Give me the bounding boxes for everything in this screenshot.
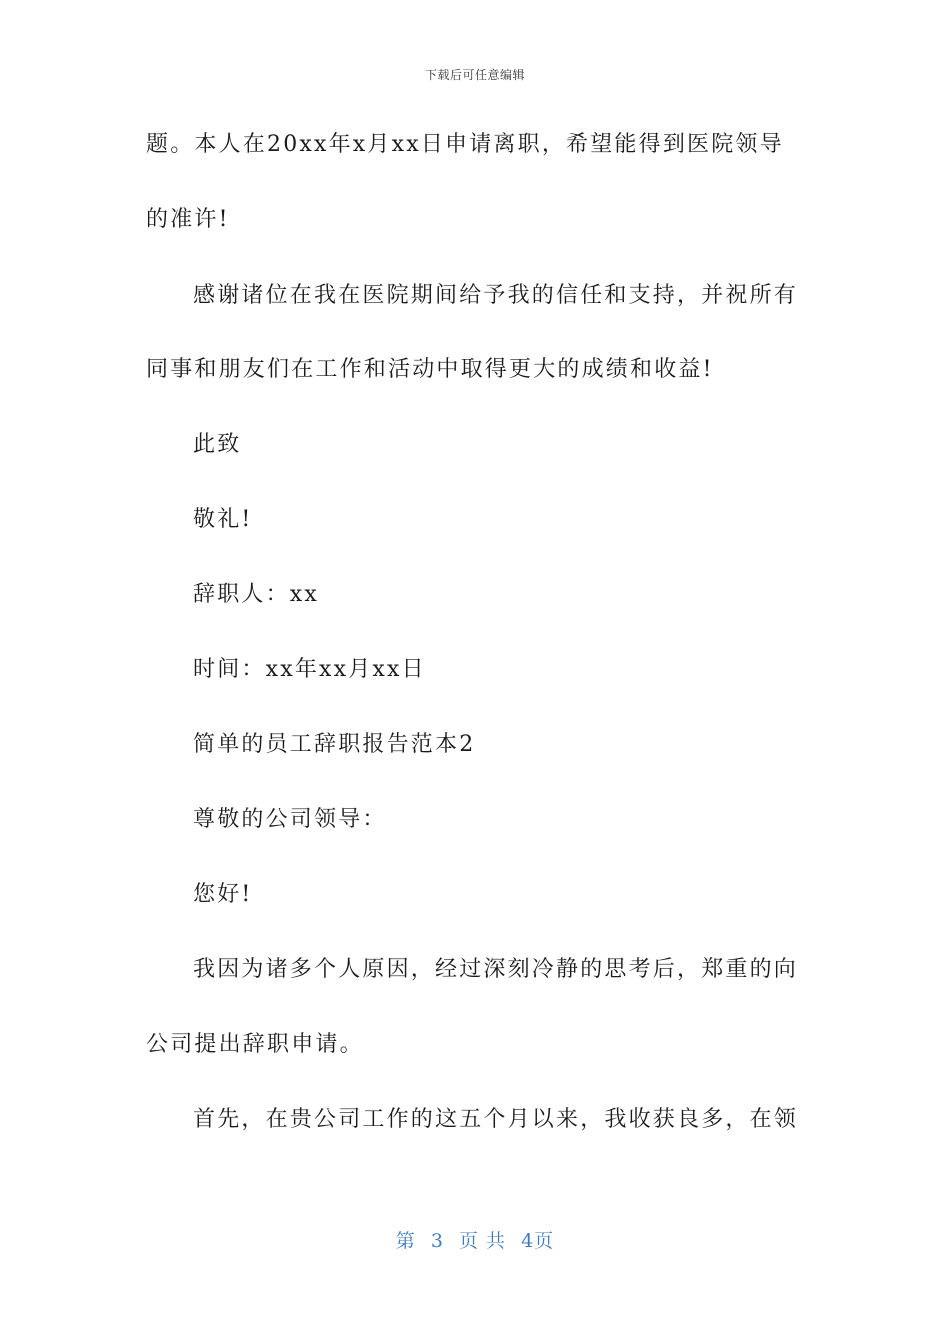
text-line: 首先，在贵公司工作的这五个月以来，我收获良多，在领 [193, 1107, 799, 1132]
text-line: 题。本人在20xx年x月xx日申请离职，希望能得到医院领导 [146, 132, 784, 157]
text-line: 同事和朋友们在工作和活动中取得更大的成绩和收益! [146, 357, 714, 382]
text-line: 感谢诸位在我在医院期间给予我的信任和支持，并祝所有 [193, 283, 799, 308]
text-line: 我因为诸多个人原因，经过深刻冷静的思考后，郑重的向 [193, 957, 799, 982]
text-line: 的准许! [146, 207, 230, 232]
text-line: 辞职人：xx [193, 582, 320, 607]
text-line: 公司提出辞职申请。 [146, 1032, 364, 1057]
text-line: 时间：xx年xx月xx日 [193, 657, 426, 682]
salutation: 尊敬的公司领导： [193, 807, 387, 832]
page-number-footer [0, 1226, 950, 1253]
text-line: 敬礼! [193, 507, 253, 532]
section-heading: 简单的员工辞职报告范本2 [193, 732, 476, 757]
footer-prefix: 第 [395, 1230, 416, 1252]
total-pages: 4页 [521, 1230, 555, 1252]
footer-middle: 页 共 [459, 1230, 507, 1252]
greeting: 您好! [193, 882, 253, 907]
page-header: 下载后可任意编辑 [424, 68, 525, 82]
current-page-number: 3 [430, 1230, 444, 1252]
text-line: 此致 [193, 432, 242, 457]
